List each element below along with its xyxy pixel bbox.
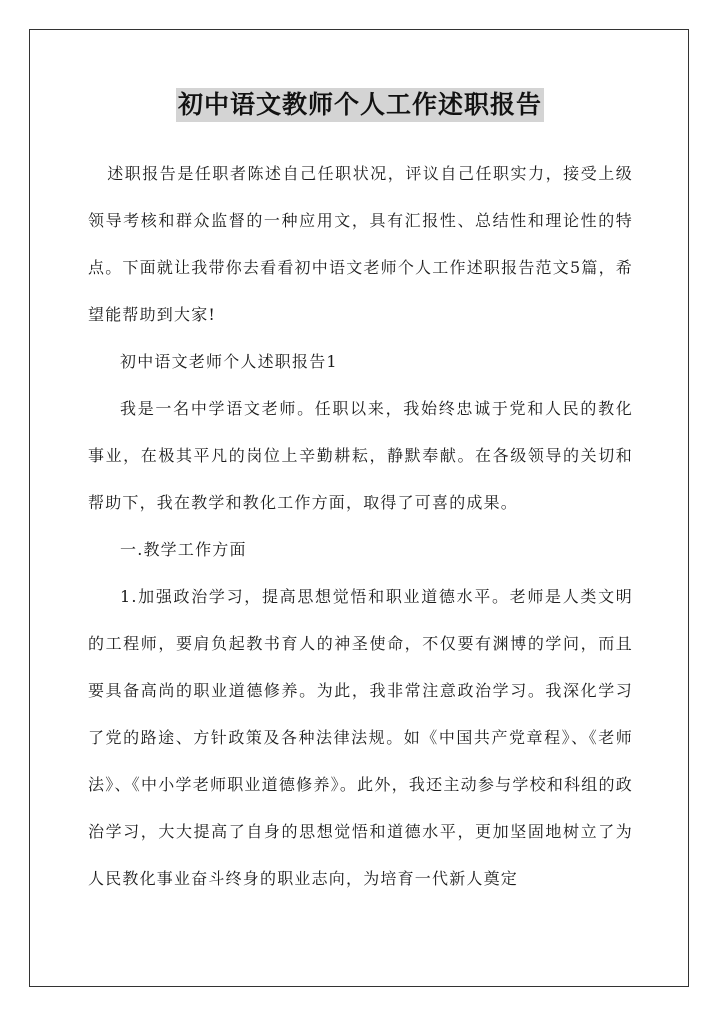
intro-paragraph: 述职报告是任职者陈述自己任职状况，评议自己任职实力，接受上级领导考核和群众监督的一种应用文，具有汇报性、总结性和理论性的特点。下面就让我带你去看看初中语文老师个人工作述职报告范文5篇，希望能帮助到大家!	[88, 164, 633, 324]
section-heading-report-1: 初中语文老师个人述职报告1	[120, 352, 338, 371]
subsection-heading-teaching: 一.教学工作方面	[120, 540, 247, 559]
document-body	[88, 150, 633, 902]
body-paragraph: 我是一名中学语文老师。任职以来，我始终忠诚于党和人民的教化事业，在极其平凡的岗位上辛勤耕耘，静默奉献。在各级领导的关切和帮助下，我在教学和教化工作方面，取得了可喜的成果。	[88, 399, 633, 512]
body-paragraph: 1.加强政治学习，提高思想觉悟和职业道德水平。老师是人类文明的工程师，要肩负起教书育人的神圣使命，不仅要有渊博的学问，而且要具备高尚的职业道德修养。为此，我非常注意政治学习。我深化学习了党的路途、方针政策及各种法律法规。如《中国共产党章程》、《老师法》、《中小学老师职业道德修养》。此外，我还主动参与学校和科组的政治学习，大大提高了自身的思想觉悟和道德水平，更加坚固地树立了为人民教化事业奋斗终身的职业志向，为培育一代新人奠定	[88, 587, 633, 888]
title-container	[0, 88, 720, 122]
document-title: 初中语文教师个人工作述职报告	[176, 88, 544, 122]
